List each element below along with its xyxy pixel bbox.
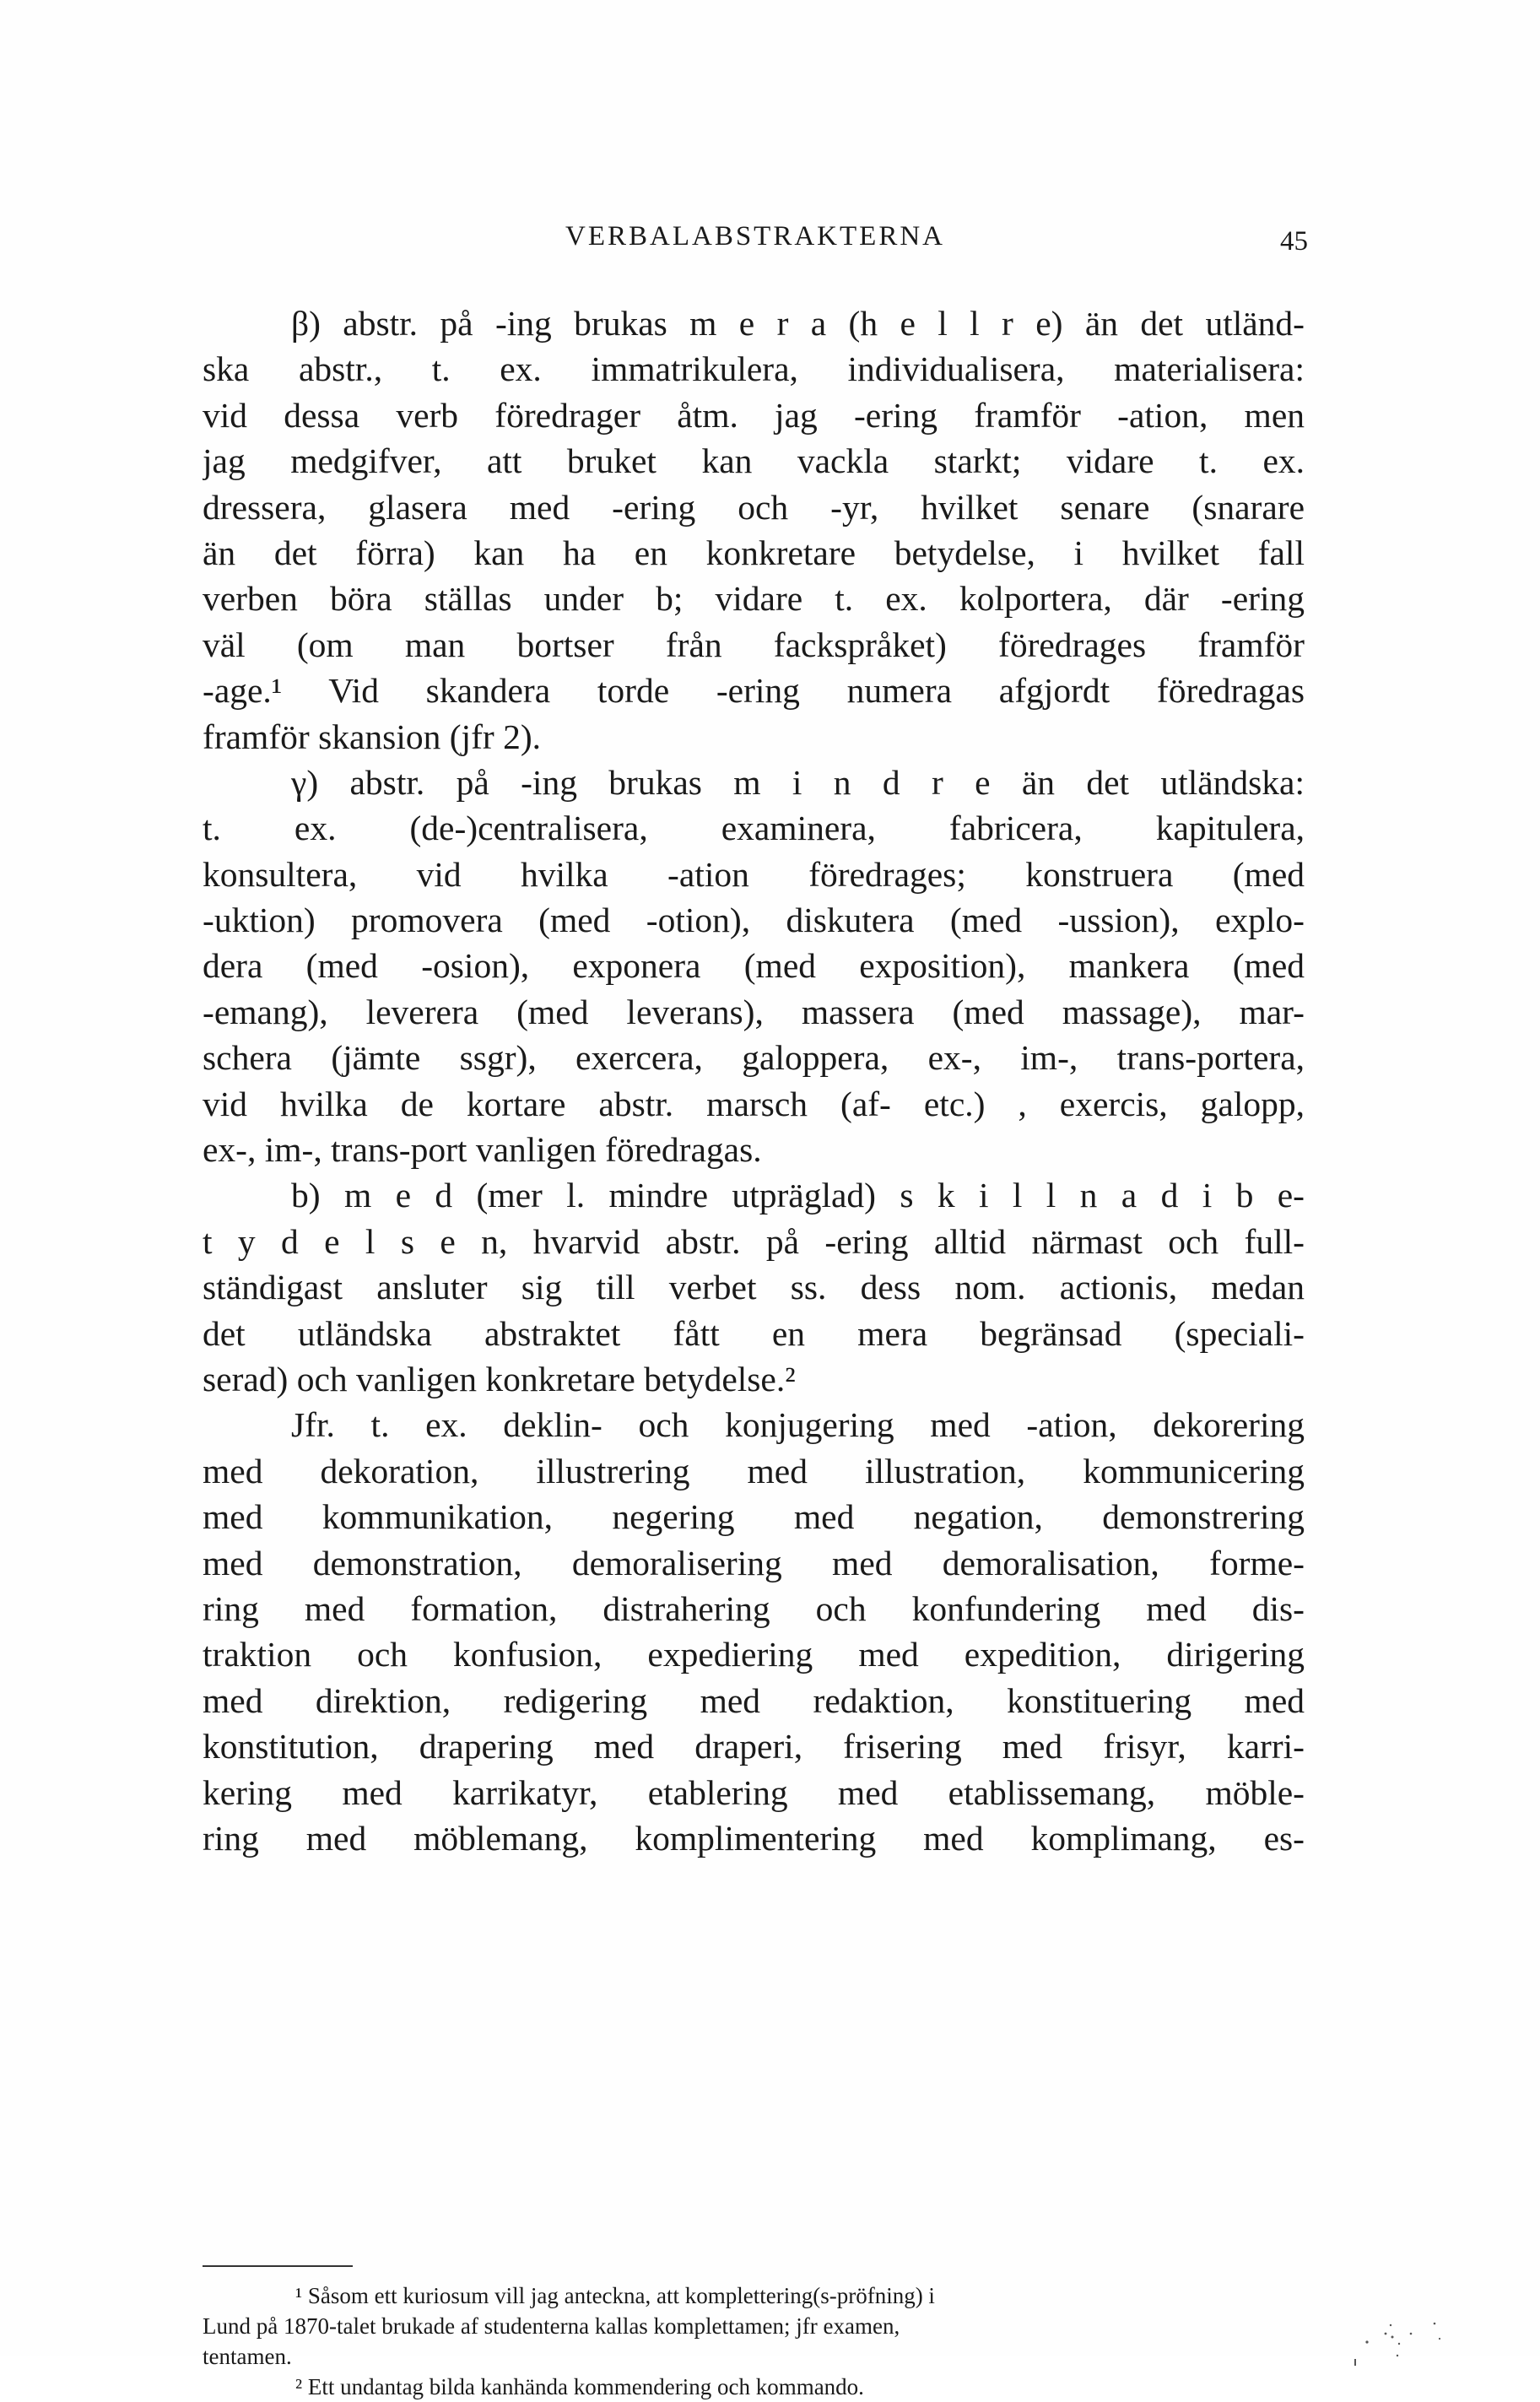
footnote-line: Lund på 1870-talet brukade af studenterna kallas komplettamen; jfr examen, bbox=[203, 2313, 900, 2339]
text-line: γ) abstr. på -ing brukas m i n d r e än det utländska: bbox=[291, 762, 1305, 802]
text-line: med demonstration, demoralisering med demoralisation, forme- bbox=[203, 1543, 1305, 1582]
text-line: ständigast ansluter sig till verbet ss. dess nom. actionis, medan bbox=[203, 1268, 1305, 1307]
text-line: ex-, im-, trans-port vanligen föredragas. bbox=[203, 1130, 762, 1170]
text-line: konstitution, drapering med draperi, frisering med frisyr, karri- bbox=[203, 1727, 1305, 1766]
text-line: serad) och vanligen konkretare betydelse.² bbox=[203, 1359, 796, 1398]
text-line: β) abstr. på -ing brukas m e r a (h e l l r e) än det utländ- bbox=[291, 304, 1305, 343]
text-line: -uktion) promovera (med -otion), diskutera (med -ussion), explo- bbox=[203, 901, 1305, 940]
text-line: verben böra ställas under b; vidare t. ex. kolportera, där -ering bbox=[203, 579, 1305, 619]
footnotes bbox=[203, 2280, 1300, 2402]
text-line: schera (jämte ssgr), exercera, galoppera, ex-, im-, trans-portera, bbox=[203, 1038, 1305, 1078]
footnote-line: tentamen. bbox=[203, 2344, 292, 2369]
page-number: 45 bbox=[1280, 226, 1308, 257]
paper-specks bbox=[1350, 2308, 1451, 2384]
text-line: t. ex. (de-)centralisera, examinera, fabricera, kapitulera, bbox=[203, 809, 1305, 848]
text-line: med dekoration, illustrering med illustration, kommunicering bbox=[203, 1451, 1305, 1490]
text-line: b) m e d (mer l. mindre utpräglad) s k i l l n a d i b e- bbox=[291, 1176, 1305, 1215]
text-line: väl (om man bortser från fackspråket) föredrages framför bbox=[203, 625, 1305, 664]
text-line: med direktion, redigering med redaktion, konstituering med bbox=[203, 1680, 1305, 1720]
text-line: traktion och konfusion, expediering med expedition, dirigering bbox=[203, 1635, 1305, 1674]
text-line: -emang), leverera (med leverans), massera (med massage), mar- bbox=[203, 992, 1305, 1031]
text-line: konsultera, vid hvilka -ation föredrages; konstruera (med bbox=[203, 854, 1305, 894]
text-line: framför skansion (jfr 2). bbox=[203, 717, 542, 756]
running-title: VERBALABSTRAKTERNA bbox=[565, 221, 946, 252]
body-text bbox=[203, 300, 1305, 1861]
footnote-line: ¹ Såsom ett kuriosum vill jag anteckna, att komplettering(s-pröfning) i bbox=[295, 2283, 935, 2308]
text-line: -age.¹ Vid skandera torde -ering numera afgjordt föredragas bbox=[203, 671, 1305, 711]
text-line: dera (med -osion), exponera (med exposition), mankera (med bbox=[203, 946, 1305, 986]
text-line: ska abstr., t. ex. immatrikulera, individualisera, materialisera: bbox=[203, 349, 1305, 389]
text-line: det utländska abstraktet fått en mera begränsad (speciali- bbox=[203, 1313, 1305, 1353]
text-line: t y d e l s e n, hvarvid abstr. på -ering alltid närmast och full- bbox=[203, 1221, 1305, 1261]
text-line: vid hvilka de kortare abstr. marsch (af- etc.) , exercis, galopp, bbox=[203, 1084, 1305, 1123]
text-line: vid dessa verb föredrager åtm. jag -ering framför -ation, men bbox=[203, 395, 1305, 435]
footnote-line: ² Ett undantag bilda kanhända kommendering och kommando. bbox=[295, 2374, 864, 2399]
text-line: ring med formation, distrahering och konfundering med dis- bbox=[203, 1588, 1305, 1628]
text-line: kering med karrikatyr, etablering med etablissemang, möble- bbox=[203, 1772, 1305, 1812]
footnote-divider bbox=[203, 2265, 353, 2267]
text-line: jag medgifver, att bruket kan vackla starkt; vidare t. ex. bbox=[203, 441, 1305, 481]
running-head bbox=[203, 221, 1308, 263]
text-line: dressera, glasera med -ering och -yr, hvilket senare (snarare bbox=[203, 487, 1305, 527]
text-line: ring med möblemang, komplimentering med komplimang, es- bbox=[203, 1818, 1305, 1858]
text-line: med kommunikation, negering med negation, demonstrering bbox=[203, 1497, 1305, 1537]
text-line: än det förra) kan ha en konkretare betydelse, i hvilket fall bbox=[203, 533, 1305, 572]
text-line: Jfr. t. ex. deklin- och konjugering med -ation, dekorering bbox=[291, 1405, 1305, 1445]
